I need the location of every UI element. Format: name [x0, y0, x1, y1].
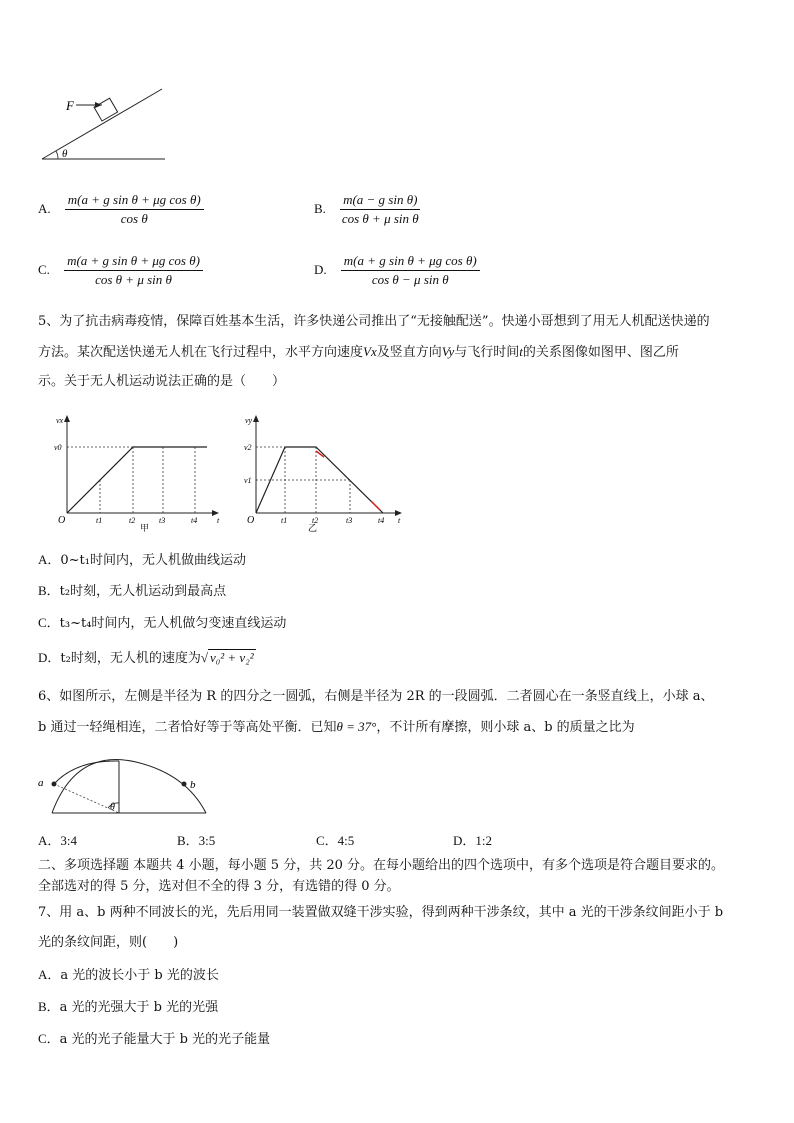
numerator: m(a − g sin θ) [340, 192, 420, 210]
t4-label: t4 [378, 516, 385, 525]
section2-line-2: 全部选对的得 5 分，选对但不全的得 3 分，有选错的得 0 分。 [38, 879, 400, 894]
option-text: a 光的光子能量大于 b 光的光子能量 [59, 1032, 271, 1047]
graph-jia [45, 413, 225, 533]
q5-line-1: 5、为了抗击病毒疫情，保障百姓基本生活，许多快递公司推出了“无接触配送”。快递小哥想到了用无人机配送快递的 [38, 314, 710, 329]
incline-figure [40, 85, 170, 165]
denominator: cos θ + μ sin θ [341, 211, 419, 226]
q6-line-2 [38, 718, 635, 737]
y-arrow [253, 415, 259, 422]
red-mark-2 [371, 501, 380, 510]
y-axis-label: vy [245, 416, 253, 425]
option-text: a 光的波长小于 b 光的波长 [60, 968, 219, 983]
caption-yi: 乙 [308, 523, 318, 533]
q4-option-d[interactable] [314, 253, 480, 288]
option-letter: B． [38, 583, 60, 598]
q6-option-d[interactable] [453, 832, 492, 851]
option-letter: C． [38, 1031, 60, 1046]
option-letter: B． [38, 999, 60, 1014]
q6-text: b 通过一轻绳相连，二者恰好等于等高处平衡．已知 [38, 720, 337, 735]
angle-label: θ [62, 148, 68, 160]
option-letter: C. [38, 262, 50, 277]
q7-line-1: 7、用 a、b 两种不同波长的光，先后用同一装置做双缝干涉实验，得到两种干涉条纹，其中 a 光的干涉条纹间距小于 b [38, 905, 724, 920]
t2-label: t2 [312, 516, 319, 525]
t-symbol: t [519, 344, 523, 359]
t1-label: t1 [281, 516, 288, 525]
q5-line-2 [38, 343, 679, 362]
caption-jia: 甲 [140, 523, 150, 533]
q7-option-c[interactable] [38, 1030, 270, 1049]
angle-arc [56, 151, 58, 159]
numerator: m(a + g sin θ + μg cos θ) [341, 253, 480, 271]
q5-text: 及竖直方向 [376, 345, 442, 360]
y-arrow [64, 415, 70, 422]
q6-text: ，不计所有摩擦，则小球 a、b 的质量之比为 [376, 720, 635, 735]
t3-label: t3 [159, 516, 166, 525]
label-a: a [38, 777, 44, 789]
option-letter: D. [314, 262, 327, 277]
option-text: a 光的光强大于 b 光的光强 [59, 1000, 219, 1015]
option-letter: A． [38, 552, 61, 567]
denominator: cos θ − μ sin θ [371, 272, 449, 287]
option-value: 3:5 [198, 833, 216, 848]
y-axis-label: vx [56, 416, 64, 425]
option-letter: B． [177, 833, 199, 848]
fraction [65, 192, 204, 227]
ball-b [182, 782, 187, 787]
option-text: t₃~t₄时间内，无人机做匀变速直线运动 [59, 616, 287, 631]
section2-line-1: 二、多项选择题 本题共 4 小题，每小题 5 分，共 20 分。在每小题给出的四个选项中，有多个选项是符合题目要求的。 [38, 858, 725, 873]
q7-option-b[interactable] [38, 998, 218, 1017]
vx-symbol: Vx [363, 344, 377, 359]
q5-option-d[interactable] [38, 649, 256, 668]
option-letter: B. [314, 201, 326, 216]
option-text: 0~t₁时间内，无人机做曲线运动 [60, 553, 246, 568]
v0-label: v0 [54, 443, 62, 452]
option-letter: D． [38, 650, 61, 665]
sqrt-symbol: √ [200, 650, 208, 665]
denominator: cos θ [120, 211, 148, 226]
option-letter: A. [38, 201, 51, 216]
q4-option-c[interactable] [38, 253, 203, 288]
option-text: t₂时刻，无人机运动到最高点 [59, 584, 227, 599]
big-arc [52, 760, 206, 813]
t3-label: t3 [346, 516, 353, 525]
vx-curve [67, 447, 207, 513]
option-letter: C． [316, 833, 338, 848]
v2-label: v2 [244, 443, 252, 452]
option-letter: A． [38, 967, 61, 982]
q7-option-a[interactable] [38, 966, 219, 985]
numerator: m(a + g sin θ + μg cos θ) [64, 253, 203, 271]
origin-label: O [247, 515, 255, 526]
q6-option-b[interactable] [177, 832, 215, 851]
t4-label: t4 [191, 516, 198, 525]
option-value: 4:5 [337, 833, 355, 848]
force-label: F [66, 98, 74, 113]
vy-curve [256, 447, 383, 513]
q5-option-b[interactable] [38, 582, 226, 601]
t2-label: t2 [129, 516, 136, 525]
fraction [64, 253, 203, 288]
label-theta: θ [110, 802, 115, 813]
fraction [341, 253, 480, 288]
incline-line [42, 89, 162, 159]
option-letter: C． [38, 615, 60, 630]
numerator: m(a + g sin θ + μg cos θ) [65, 192, 204, 210]
graph-yi [238, 413, 418, 533]
arc-figure [36, 758, 211, 823]
theta-expression: θ = 37° [336, 719, 377, 734]
q5-option-a[interactable] [38, 551, 246, 570]
fraction [340, 192, 420, 227]
q4-option-b[interactable] [314, 192, 420, 227]
label-b: b [190, 779, 196, 791]
q6-option-c[interactable] [316, 832, 354, 851]
small-arc [54, 761, 119, 784]
q5-text: 与飞行时间 [454, 345, 520, 360]
ball-a [52, 782, 57, 787]
option-value: 1:2 [475, 833, 493, 848]
v1-label: v1 [244, 476, 252, 485]
origin-label: O [58, 515, 66, 526]
q5-line-3: 示。关于无人机运动说法正确的是（ ） [38, 374, 286, 389]
q5-text: 方法。某次配送快递无人机在飞行过程中，水平方向速度 [38, 345, 364, 360]
sqrt-expression: v₀² + v₂² [209, 650, 254, 665]
option-value: 3:4 [60, 833, 78, 848]
q5-option-c[interactable] [38, 614, 286, 633]
block [94, 98, 118, 121]
q7-line-2: 光的条纹间距，则( ) [38, 935, 179, 950]
denominator: cos θ + μ sin θ [95, 272, 172, 287]
q6-line-1: 6、如图所示，左侧是半径为 R 的四分之一圆弧，右侧是半径为 2R 的一段圆弧．二者圆心在一条竖直线上，小球 a、 [38, 689, 714, 704]
option-letter: D． [453, 833, 476, 848]
x-axis-label: t [217, 516, 220, 525]
option-letter: A． [38, 833, 61, 848]
vy-symbol: Vy [441, 344, 455, 359]
option-text: t₂时刻，无人机的速度为 [60, 651, 201, 666]
t1-label: t1 [96, 516, 103, 525]
x-axis-label: t [398, 516, 401, 525]
q5-text: 的关系图像如图甲、图乙所 [522, 345, 679, 360]
q6-option-a[interactable] [38, 832, 77, 851]
q4-option-a[interactable] [38, 192, 204, 227]
